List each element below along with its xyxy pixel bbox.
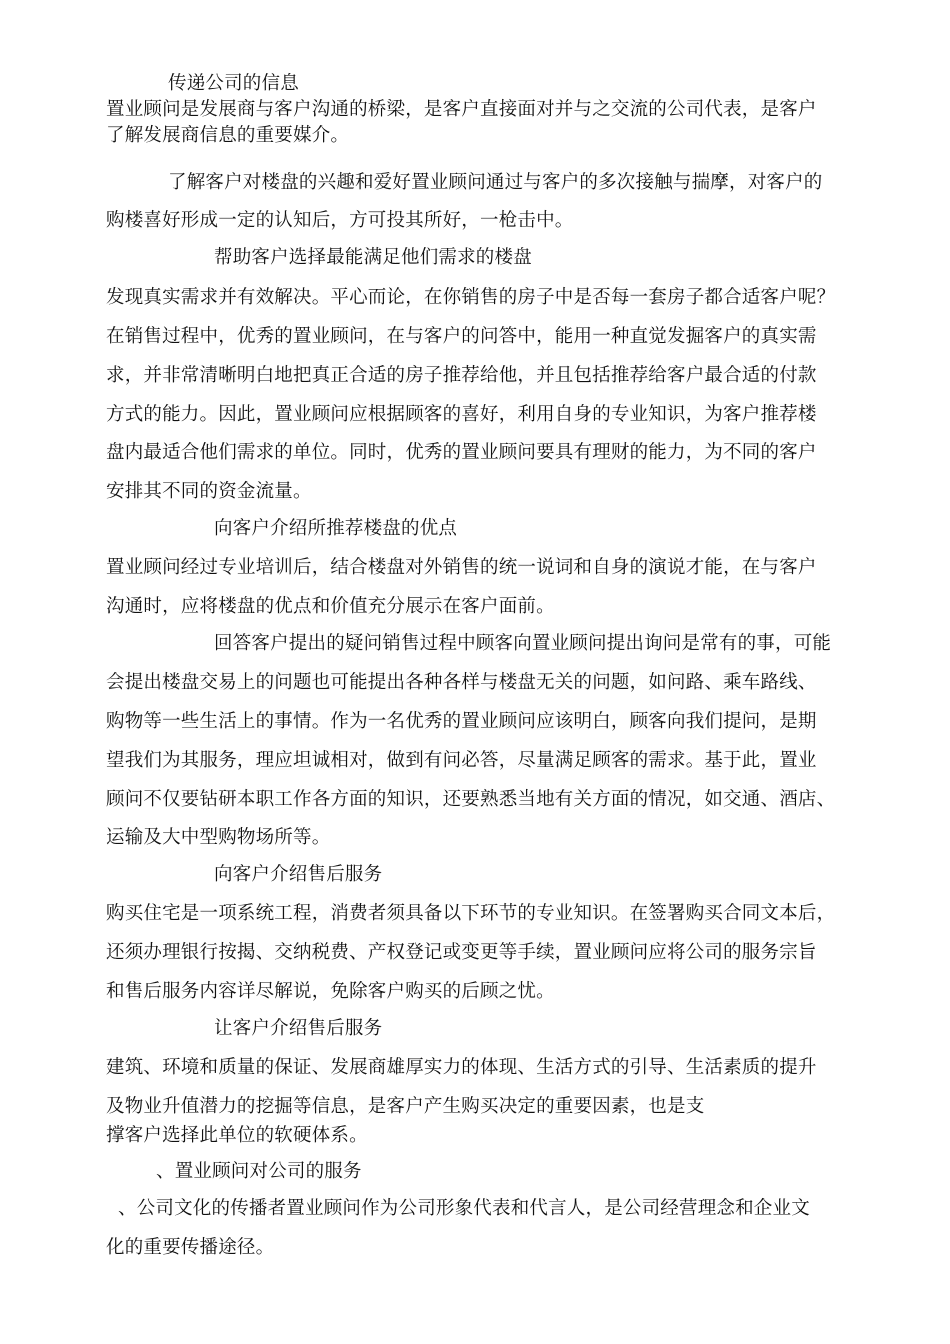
paragraph-line: 求，并非常清晰明白地把真正合适的房子推荐给他，并且包括推荐给客户最合适的付款	[106, 365, 817, 386]
paragraph-line: 沟通时，应将楼盘的优点和价值充分展示在客户面前。	[106, 596, 555, 617]
paragraph-line: 撑客户选择此单位的软硬体系。	[106, 1125, 368, 1146]
heading-introduce-advantages: 向客户介绍所推荐楼盘的优点	[214, 518, 458, 539]
paragraph-line: 和售后服务内容详尽解说，免除客户购买的后顾之忧。	[106, 981, 555, 1002]
paragraph-line: 在销售过程中，优秀的置业顾问，在与客户的问答中，能用一种直觉发掘客户的真实需	[106, 326, 817, 347]
paragraph-line: 方式的能力。因此，置业顾问应根据顾客的喜好，利用自身的专业知识，为客户推荐楼	[106, 404, 817, 425]
paragraph-line: 会提出楼盘交易上的问题也可能提出各种各样与楼盘无关的问题，如问路、乘车路线、	[106, 672, 817, 693]
paragraph-line: 望我们为其服务，理应坦诚相对，做到有问必答，尽量满足顾客的需求。基于此，置业	[106, 750, 817, 771]
heading-company-info: 传递公司的信息	[168, 73, 299, 94]
paragraph-line: 建筑、环境和质量的保证、发展商雄厚实力的体现、生活方式的引导、生活素质的提升	[106, 1057, 817, 1078]
paragraph-line: 顾问不仅要钻研本职工作各方面的知识，还要熟悉当地有关方面的情况，如交通、酒店、	[106, 789, 836, 810]
paragraph-line: 购买住宅是一项系统工程，消费者须具备以下环节的专业知识。在签署购买合同文本后，	[106, 903, 836, 924]
paragraph-line: 安排其不同的资金流量。	[106, 481, 312, 502]
paragraph-line: 化的重要传播途径。	[106, 1237, 275, 1258]
paragraph-line: 运输及大中型购物场所等。	[106, 827, 331, 848]
paragraph-line: 还须办理银行按揭、交纳税费、产权登记或变更等手续，置业顾问应将公司的服务宗旨	[106, 942, 817, 963]
paragraph-line: 及物业升值潜力的挖掘等信息，是客户产生购买决定的重要因素，也是支	[106, 1096, 705, 1117]
heading-help-choose: 帮助客户选择最能满足他们需求的楼盘	[214, 247, 532, 268]
paragraph-line: 置业顾问经过专业培训后，结合楼盘对外销售的统一说词和自身的演说才能，在与客户	[106, 557, 817, 578]
paragraph-line: 购物等一些生活上的事情。作为一名优秀的置业顾问应该明白，顾客向我们提问，是期	[106, 711, 817, 732]
paragraph-line: 了解客户对楼盘的兴趣和爱好置业顾问通过与客户的多次接触与揣摩，对客户的	[168, 172, 823, 193]
paragraph-line: 了解发展商信息的重要媒介。	[106, 125, 350, 146]
paragraph-line: 、公司文化的传播者置业顾问作为公司形象代表和代言人，是公司经营理念和企业文	[118, 1198, 810, 1219]
paragraph-line: 盘内最适合他们需求的单位。同时，优秀的置业顾问要具有理财的能力，为不同的客户	[106, 442, 817, 463]
heading-service-to-company: 、置业顾问对公司的服务	[156, 1161, 362, 1182]
heading-after-sales: 向客户介绍售后服务	[214, 864, 383, 885]
paragraph-line: 购楼喜好形成一定的认知后，方可投其所好，一枪击中。	[106, 210, 574, 231]
paragraph-line: 回答客户提出的疑问销售过程中顾客向置业顾问提出询问是常有的事，可能	[214, 633, 832, 654]
paragraph-line: 发现真实需求并有效解决。平心而论，在你销售的房子中是否每一套房子都合适客户呢？	[106, 287, 836, 308]
heading-after-sales-2: 让客户介绍售后服务	[214, 1018, 383, 1039]
paragraph-line: 置业顾问是发展商与客户沟通的桥梁，是客户直接面对并与之交流的公司代表，是客户	[106, 99, 817, 120]
